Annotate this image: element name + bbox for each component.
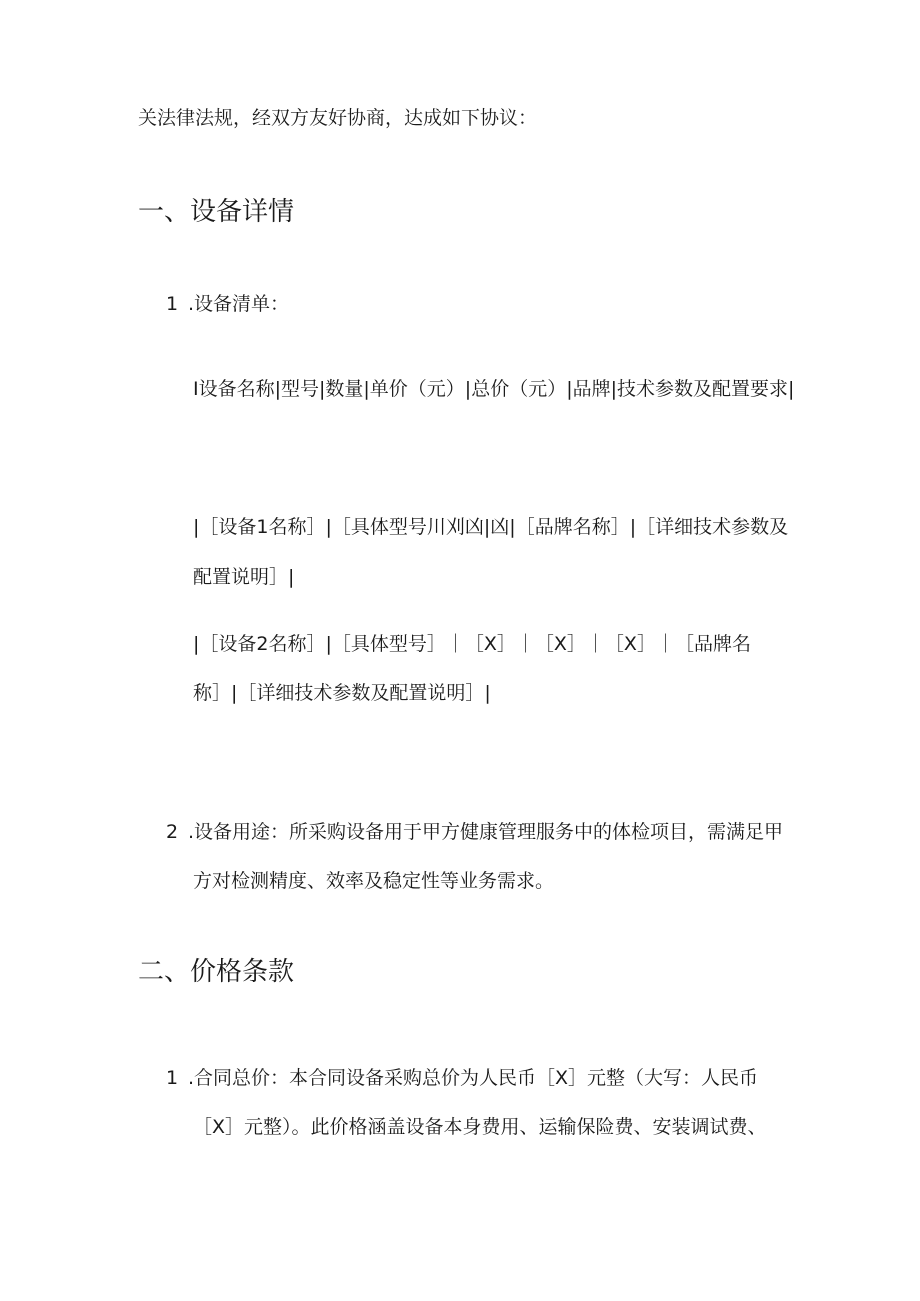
intro-text: 关法律法规，经双方友好协商，达成如下协议： [138, 107, 538, 129]
item-text: .设备用途：所采购设备用于甲方健康管理服务中的体检项目，需满足甲 [188, 821, 784, 843]
item-text: .合同总价：本合同设备采购总价为人民币［X］元整（大写：人民币 [188, 1067, 759, 1089]
section-2-item-1-line-1 [166, 1066, 758, 1090]
item-number: 1 [166, 293, 179, 315]
equipment-row-2-line-1: |［设备2名称］|［具体型号］｜［X］｜［X］｜［X］｜［品牌名 [193, 633, 751, 655]
section-1-item-2-line-1 [166, 820, 783, 844]
section-1-item-1 [166, 292, 289, 316]
equipment-row-1-line-1: |［设备1名称］|［具体型号川刈凶|凶|［品牌名称］|［详细技术参数及 [193, 516, 789, 538]
section-1-item-2-line-2: 方对检测精度、效率及稳定性等业务需求。 [193, 870, 555, 892]
equipment-table-header: I设备名称|型号|数量|单价（元）|总价（元）|品牌|技术参数及配置要求| [193, 378, 795, 400]
item-number: 1 [166, 1067, 179, 1089]
section-2-item-1-line-2: ［X］元整）。此价格涵盖设备本身费用、运输保险费、安装调试费、 [193, 1116, 767, 1138]
item-number: 2 [166, 821, 179, 843]
equipment-row-1-line-2: 配置说明］| [193, 566, 295, 588]
item-text: .设备清单： [188, 293, 290, 315]
equipment-row-2-line-2: 称］|［详细技术参数及配置说明］| [193, 682, 491, 704]
section-1-heading: 一、设备详情 [138, 197, 295, 227]
section-2-heading: 二、价格条款 [138, 957, 295, 987]
